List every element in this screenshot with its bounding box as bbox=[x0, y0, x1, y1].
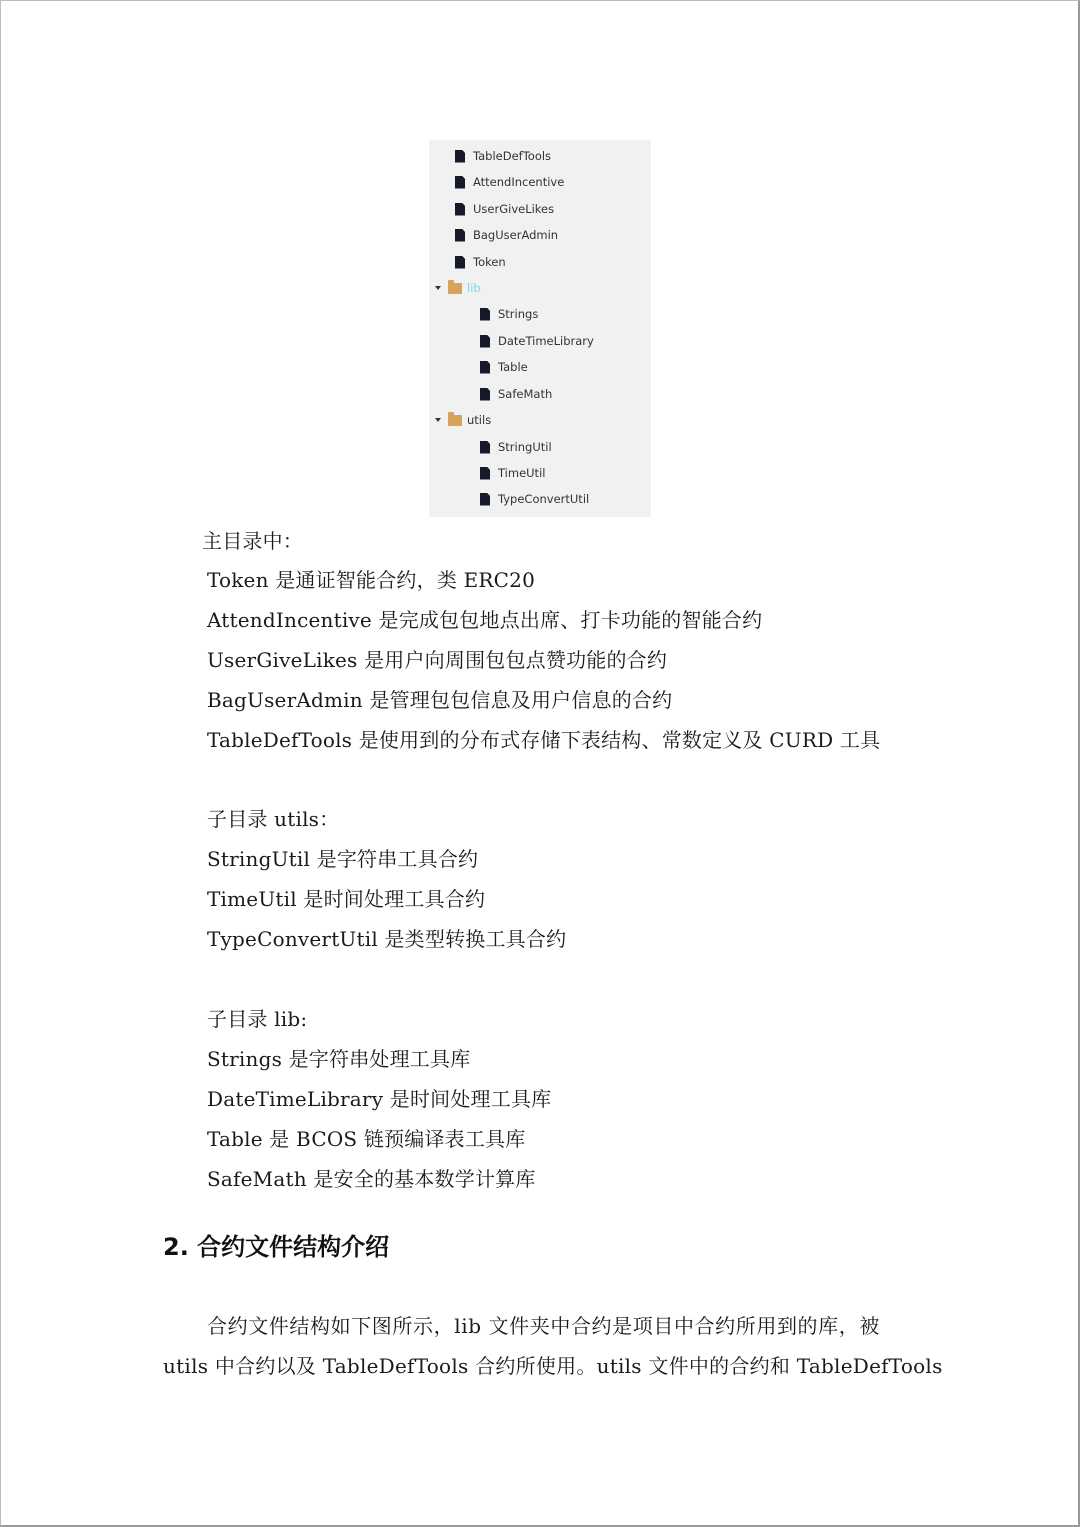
tree-folder-row-lib[interactable] bbox=[435, 278, 481, 298]
description-line: TimeUtil 是时间处理工具合约 bbox=[207, 887, 486, 911]
folder-icon bbox=[448, 415, 462, 426]
tree-file-row[interactable] bbox=[455, 199, 554, 219]
tree-file-label: UserGiveLikes bbox=[473, 202, 555, 216]
tree-file-row[interactable] bbox=[480, 304, 538, 324]
file-icon bbox=[480, 388, 490, 401]
caret-down-icon[interactable] bbox=[435, 418, 441, 422]
tree-file-label: SafeMath bbox=[498, 387, 553, 401]
file-tree-screenshot bbox=[429, 140, 651, 517]
description-line: AttendIncentive 是完成包包地点出席、打卡功能的智能合约 bbox=[207, 608, 763, 632]
file-icon bbox=[480, 361, 490, 374]
tree-file-label: BagUserAdmin bbox=[473, 228, 559, 242]
description-line: DateTimeLibrary 是时间处理工具库 bbox=[207, 1087, 552, 1111]
file-icon bbox=[480, 308, 490, 321]
file-icon bbox=[480, 335, 490, 348]
tree-file-label: Table bbox=[498, 360, 528, 374]
tree-file-row[interactable] bbox=[455, 172, 564, 192]
file-icon bbox=[455, 176, 465, 189]
file-icon bbox=[455, 229, 465, 242]
file-icon bbox=[455, 150, 465, 163]
tree-file-label: Strings bbox=[498, 307, 539, 321]
tree-file-label: Token bbox=[473, 255, 506, 269]
tree-file-row[interactable] bbox=[455, 146, 551, 166]
description-line: TableDefTools 是使用到的分布式存储下表结构、常数定义及 CURD 工具 bbox=[207, 728, 881, 752]
tree-folder-row-utils[interactable] bbox=[435, 410, 491, 430]
paragraph-line: 合约文件结构如下图所示，lib 文件夹中合约是项目中合约所用到的库，被 bbox=[207, 1314, 880, 1338]
lib-dir-title: 子目录 lib: bbox=[207, 1007, 308, 1031]
description-line: BagUserAdmin 是管理包包信息及用户信息的合约 bbox=[207, 688, 673, 712]
file-icon bbox=[455, 256, 465, 269]
tree-file-label: AttendIncentive bbox=[473, 175, 565, 189]
tree-file-row[interactable] bbox=[480, 463, 545, 483]
description-line: Token 是通证智能合约，类 ERC20 bbox=[207, 568, 535, 592]
main-dir-title: 主目录中： bbox=[202, 529, 303, 553]
tree-file-label: StringUtil bbox=[498, 440, 552, 454]
tree-folder-label: lib bbox=[467, 281, 481, 295]
caret-down-icon[interactable] bbox=[435, 286, 441, 290]
tree-file-row[interactable] bbox=[480, 357, 528, 377]
tree-file-row[interactable] bbox=[480, 437, 552, 457]
file-icon bbox=[480, 467, 490, 480]
tree-file-label: TypeConvertUtil bbox=[498, 492, 590, 506]
description-line: SafeMath 是安全的基本数学计算库 bbox=[207, 1167, 536, 1191]
description-line: TypeConvertUtil 是类型转换工具合约 bbox=[207, 927, 567, 951]
tree-file-label: TableDefTools bbox=[473, 149, 552, 163]
paragraph-line: utils 中合约以及 TableDefTools 合约所使用。utils 文件中的合约和 TableDefTools bbox=[163, 1354, 943, 1378]
utils-dir-title: 子目录 utils： bbox=[207, 807, 340, 831]
description-line: Strings 是字符串处理工具库 bbox=[207, 1047, 471, 1071]
file-icon bbox=[480, 441, 490, 454]
tree-file-row[interactable] bbox=[455, 225, 558, 245]
file-icon bbox=[455, 203, 465, 216]
section-heading: 2. 合约文件结构介绍 bbox=[163, 1233, 390, 1261]
tree-file-row[interactable] bbox=[480, 331, 594, 351]
tree-file-label: TimeUtil bbox=[498, 466, 546, 480]
description-line: UserGiveLikes 是用户向周围包包点赞功能的合约 bbox=[207, 648, 668, 672]
tree-file-row[interactable] bbox=[480, 489, 589, 509]
folder-icon bbox=[448, 283, 462, 294]
tree-file-row[interactable] bbox=[455, 252, 506, 272]
tree-file-label: DateTimeLibrary bbox=[498, 334, 594, 348]
description-line: StringUtil 是字符串工具合约 bbox=[207, 847, 479, 871]
tree-folder-label: utils bbox=[467, 413, 492, 427]
description-line: Table 是 BCOS 链预编译表工具库 bbox=[207, 1127, 526, 1151]
file-icon bbox=[480, 493, 490, 506]
tree-file-row[interactable] bbox=[480, 384, 552, 404]
